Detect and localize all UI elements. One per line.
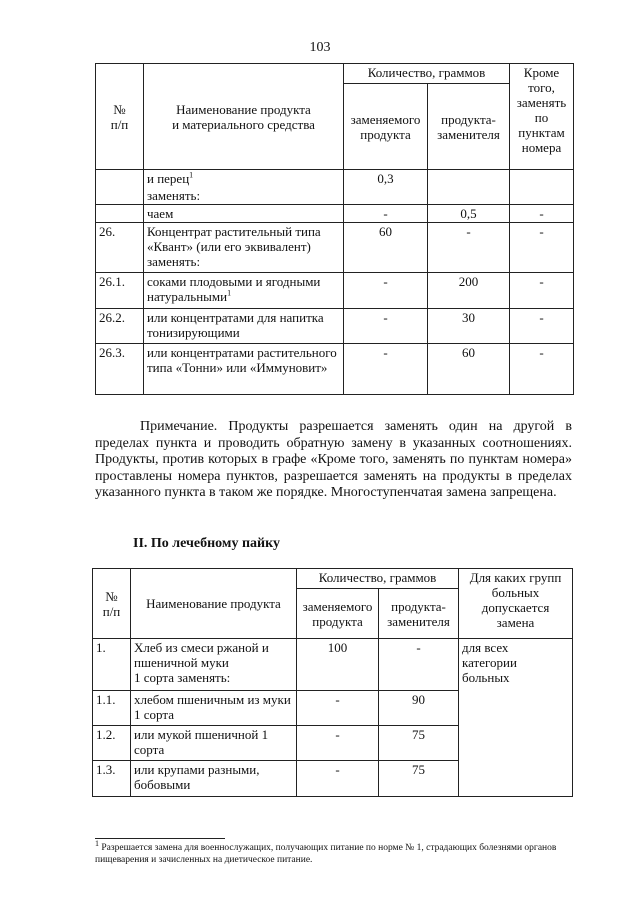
row-substitute: 0,5 — [428, 205, 510, 223]
col-header-substitute: продукта- заменителя — [428, 84, 510, 170]
row-extra: - — [510, 205, 574, 223]
row-name: хлебом пшеничным из муки 1 сорта — [131, 691, 297, 726]
row-num — [96, 205, 144, 223]
table-row — [96, 344, 574, 395]
row-substitute: - — [428, 223, 510, 273]
col-header-substitute: продукта- заменителя — [379, 589, 459, 639]
col-header-quantity: Количество, граммов — [297, 569, 459, 589]
footnote-divider — [95, 838, 225, 839]
row-name: соками плодовыми и ягодными натуральными$^1$ — [144, 273, 344, 309]
row-extra: - — [510, 309, 574, 344]
row-replaced: - — [344, 344, 428, 395]
row-substitute: 75 — [379, 761, 459, 797]
row-num — [96, 187, 144, 205]
row-name: или крупами разными, бобовыми — [131, 761, 297, 797]
row-name: чаем — [144, 205, 344, 223]
row-replaced: 100 — [297, 639, 379, 691]
row-extra — [510, 170, 574, 188]
row-name: или концентратами растительного типа «Тонни» или «Иммуновит» — [144, 344, 344, 395]
replacement-table-1 — [95, 63, 574, 395]
col-header-name: Наименование продукта — [131, 569, 297, 639]
col-header-extra: Кроме того, заменять по пунктам номера — [510, 64, 574, 170]
row-num: 26.1. — [96, 273, 144, 309]
row-substitute: - — [379, 639, 459, 691]
row-substitute — [428, 170, 510, 188]
table-row — [96, 223, 574, 273]
table-row — [96, 309, 574, 344]
row-replaced: - — [344, 309, 428, 344]
row-num: 1.2. — [93, 726, 131, 761]
row-extra: - — [510, 223, 574, 273]
row-num: 26. — [96, 223, 144, 273]
table-row — [93, 639, 573, 691]
row-substitute: 60 — [428, 344, 510, 395]
footnote-mark: 1 — [95, 838, 99, 848]
row-extra: - — [510, 273, 574, 309]
col-header-replaced: заменяемого продукта — [297, 589, 379, 639]
row-num: 26.3. — [96, 344, 144, 395]
row-extra — [510, 187, 574, 205]
table-row — [96, 170, 574, 188]
row-num — [96, 170, 144, 188]
table-row — [96, 205, 574, 223]
row-name: и перец$^1$ — [144, 170, 344, 188]
row-replaced: - — [297, 726, 379, 761]
col-header-replaced: заменяемого продукта — [344, 84, 428, 170]
row-name: Хлеб из смеси ржаной и пшеничной муки 1 сорта заменять: — [131, 639, 297, 691]
row-name: Концентрат растительный типа «Квант» (или его эквивалент) заменять: — [144, 223, 344, 273]
row-substitute: 200 — [428, 273, 510, 309]
col-header-name: Наименование продукта и материального средства — [144, 64, 344, 170]
row-name: заменять: — [144, 187, 344, 205]
row-replaced: 60 — [344, 223, 428, 273]
page-number: 103 — [309, 40, 331, 55]
groups-cell: для всех категории больных — [459, 639, 573, 797]
footnote: $^1$ Разрешается замена для военнослужащих, получающих питание по норме № 1, страдающих болезнями органов пищеварения и зачисленных на диетическое питание. — [95, 838, 557, 865]
col-header-num: № п/п — [96, 64, 144, 170]
row-substitute: 30 — [428, 309, 510, 344]
table-row — [96, 187, 574, 205]
row-name: или концентратами для напитка тонизирующими — [144, 309, 344, 344]
row-substitute — [428, 187, 510, 205]
row-num: 26.2. — [96, 309, 144, 344]
row-replaced: - — [344, 273, 428, 309]
row-num: 1.1. — [93, 691, 131, 726]
row-replaced: - — [297, 761, 379, 797]
row-replaced: - — [344, 205, 428, 223]
row-replaced — [344, 187, 428, 205]
row-replaced: 0,3 — [344, 170, 428, 188]
col-header-quantity: Количество, граммов — [344, 64, 510, 84]
col-header-num: № п/п — [93, 569, 131, 639]
row-name: или мукой пшеничной 1 сорта — [131, 726, 297, 761]
row-num: 1.3. — [93, 761, 131, 797]
table-row — [96, 273, 574, 309]
row-num: 1. — [93, 639, 131, 691]
row-extra: - — [510, 344, 574, 395]
replacement-table-2 — [92, 568, 573, 797]
row-substitute: 90 — [379, 691, 459, 726]
section-heading: II. По лечебному пайку — [133, 536, 280, 551]
row-replaced: - — [297, 691, 379, 726]
col-header-groups: Для каких групп больных допускается замена — [459, 569, 573, 639]
note-paragraph: Примечание. Продукты разрешается заменять один на другой в пределах пункта и проводить обратную замену в указанных соотношениях. Продукты, против которых в графе «Кроме того, заменять по пунктам номера» проставлены номера пунктов, разрешается заменять на продукты в пределах указанного пункта в таком же порядке. Многоступенчатая замена запрещена. — [95, 419, 572, 500]
row-substitute: 75 — [379, 726, 459, 761]
